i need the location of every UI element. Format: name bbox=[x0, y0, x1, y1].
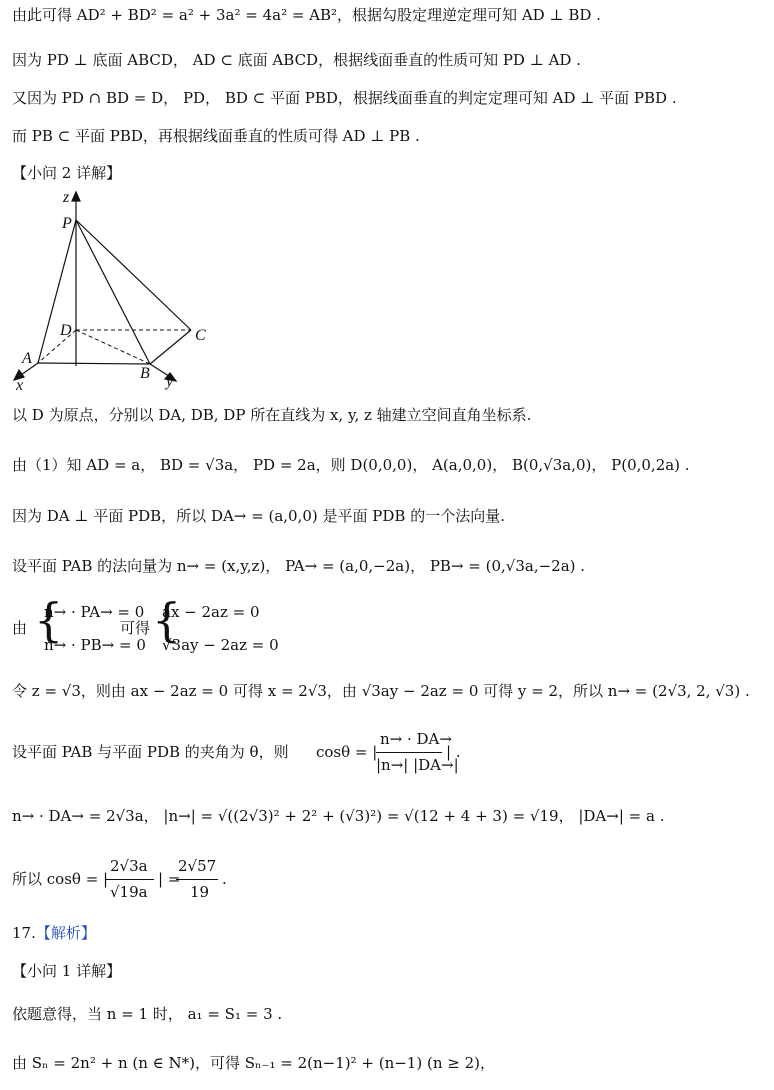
result-num-2: 2√57 bbox=[178, 857, 217, 875]
text-line-5: 以 D 为原点，分别以 DA, DB, DP 所在直线为 x, y, z 轴建立空间直角坐标系. bbox=[12, 406, 532, 424]
edge-ab bbox=[38, 363, 150, 364]
system-eq-2: n→ · PB→ = 0 bbox=[44, 636, 146, 654]
edge-pb bbox=[76, 220, 150, 364]
section-heading-q1: 【小问 1 详解】 bbox=[12, 962, 122, 980]
label-d: D bbox=[60, 322, 72, 339]
label-b: B bbox=[140, 365, 150, 382]
system-eq-1: n→ · PA→ = 0 bbox=[44, 603, 145, 621]
text-line-2: 因为 PD ⊥ 底面 ABCD， AD ⊂ 底面 ABCD，根据线面垂直的性质可知 PD ⊥ AD . bbox=[12, 51, 581, 69]
system-mid: 可得 bbox=[120, 619, 151, 637]
label-y: y bbox=[166, 373, 174, 390]
system-lead: 由 bbox=[12, 619, 28, 637]
z-axis-arrow bbox=[72, 192, 80, 201]
analysis-tag: 【解析】 bbox=[35, 924, 96, 942]
angle-lead: 设平面 PAB 与平面 PDB 的夹角为 θ，则 bbox=[12, 743, 289, 761]
fraction-numerator: n→ · DA→ bbox=[380, 730, 452, 748]
result-eq: | = bbox=[158, 870, 181, 888]
result-den-1: √19a bbox=[110, 883, 148, 901]
text-line-3: 又因为 PD ∩ BD = D， PD， BD ⊂ 平面 PBD，根据线面垂直的判定定理可知 AD ⊥ 平面 PBD . bbox=[12, 89, 677, 107]
text-line-9: 令 z = √3，则由 ax − 2az = 0 可得 x = 2√3，由 √3ay − 2az = 0 可得 y = 2，所以 n→ = (2√3, 2, √3) . bbox=[12, 682, 750, 700]
label-x: x bbox=[16, 377, 24, 393]
text-line-4: 而 PB ⊂ 平面 PBD，再根据线面垂直的性质可得 AD ⊥ PB . bbox=[12, 127, 420, 145]
result-num-1: 2√3a bbox=[110, 857, 148, 875]
text-line-12: 由 Sₙ = 2n² + n (n ∈ N*)，可得 Sₙ₋₁ = 2(n−1)² + (n−1) (n ≥ 2)， bbox=[12, 1054, 495, 1072]
text-line-10: n→ · DA→ = 2√3a， |n→| = √((2√3)² + 2² + (√3)²) = √(12 + 4 + 3) = √19， |DA→| = a . bbox=[12, 807, 665, 825]
label-z: z bbox=[63, 189, 70, 206]
fraction-denominator: |n→| |DA→| bbox=[376, 756, 459, 774]
text-line-6: 由（1）知 AD = a， BD = √3a， PD = 2a，则 D(0,0,0)， A(a,0,0)， B(0,√3a,0)， P(0,0,2a) . bbox=[12, 456, 690, 474]
result-period: . bbox=[222, 870, 227, 888]
question-17-label: 17. bbox=[12, 924, 36, 942]
label-c: C bbox=[195, 327, 206, 344]
section-heading-q2: 【小问 2 详解】 bbox=[12, 164, 122, 182]
text-line-1: 由此可得 AD² + BD² = a² + 3a² = 4a² = AB²，根据勾股定理逆定理可知 AD ⊥ BD . bbox=[12, 6, 601, 24]
edge-pc bbox=[76, 220, 191, 330]
text-line-7: 因为 DA ⊥ 平面 PDB，所以 DA→ = (a,0,0) 是平面 PDB 的一个法向量. bbox=[12, 507, 505, 525]
text-line-11: 依题意得，当 n = 1 时， a₁ = S₁ = 3 . bbox=[12, 1005, 283, 1023]
system-eq-3: ax − 2az = 0 bbox=[162, 603, 260, 621]
cos-label: cosθ = | bbox=[316, 743, 378, 761]
text-line-8: 设平面 PAB 的法向量为 n→ = (x,y,z)， PA→ = (a,0,−2a)， PB→ = (0,√3a,−2a) . bbox=[12, 557, 586, 575]
brace-left-1: { bbox=[34, 593, 64, 647]
label-a: A bbox=[22, 350, 32, 367]
label-p: P bbox=[62, 215, 72, 232]
system-eq-4: √3ay − 2az = 0 bbox=[162, 636, 279, 654]
edge-pa bbox=[38, 220, 76, 363]
fraction-bar bbox=[376, 752, 442, 753]
result-bar-2 bbox=[176, 879, 218, 880]
question-number bbox=[12, 922, 96, 944]
result-bar-1 bbox=[106, 879, 154, 880]
result-den-2: 19 bbox=[190, 883, 210, 901]
cos-close: | . bbox=[446, 743, 461, 761]
brace-left-2: { bbox=[152, 593, 182, 647]
edge-bc bbox=[150, 330, 191, 364]
result-lead: 所以 cosθ = | bbox=[12, 870, 109, 888]
pyramid-figure bbox=[8, 188, 238, 393]
edge-db-dashed bbox=[76, 330, 150, 364]
